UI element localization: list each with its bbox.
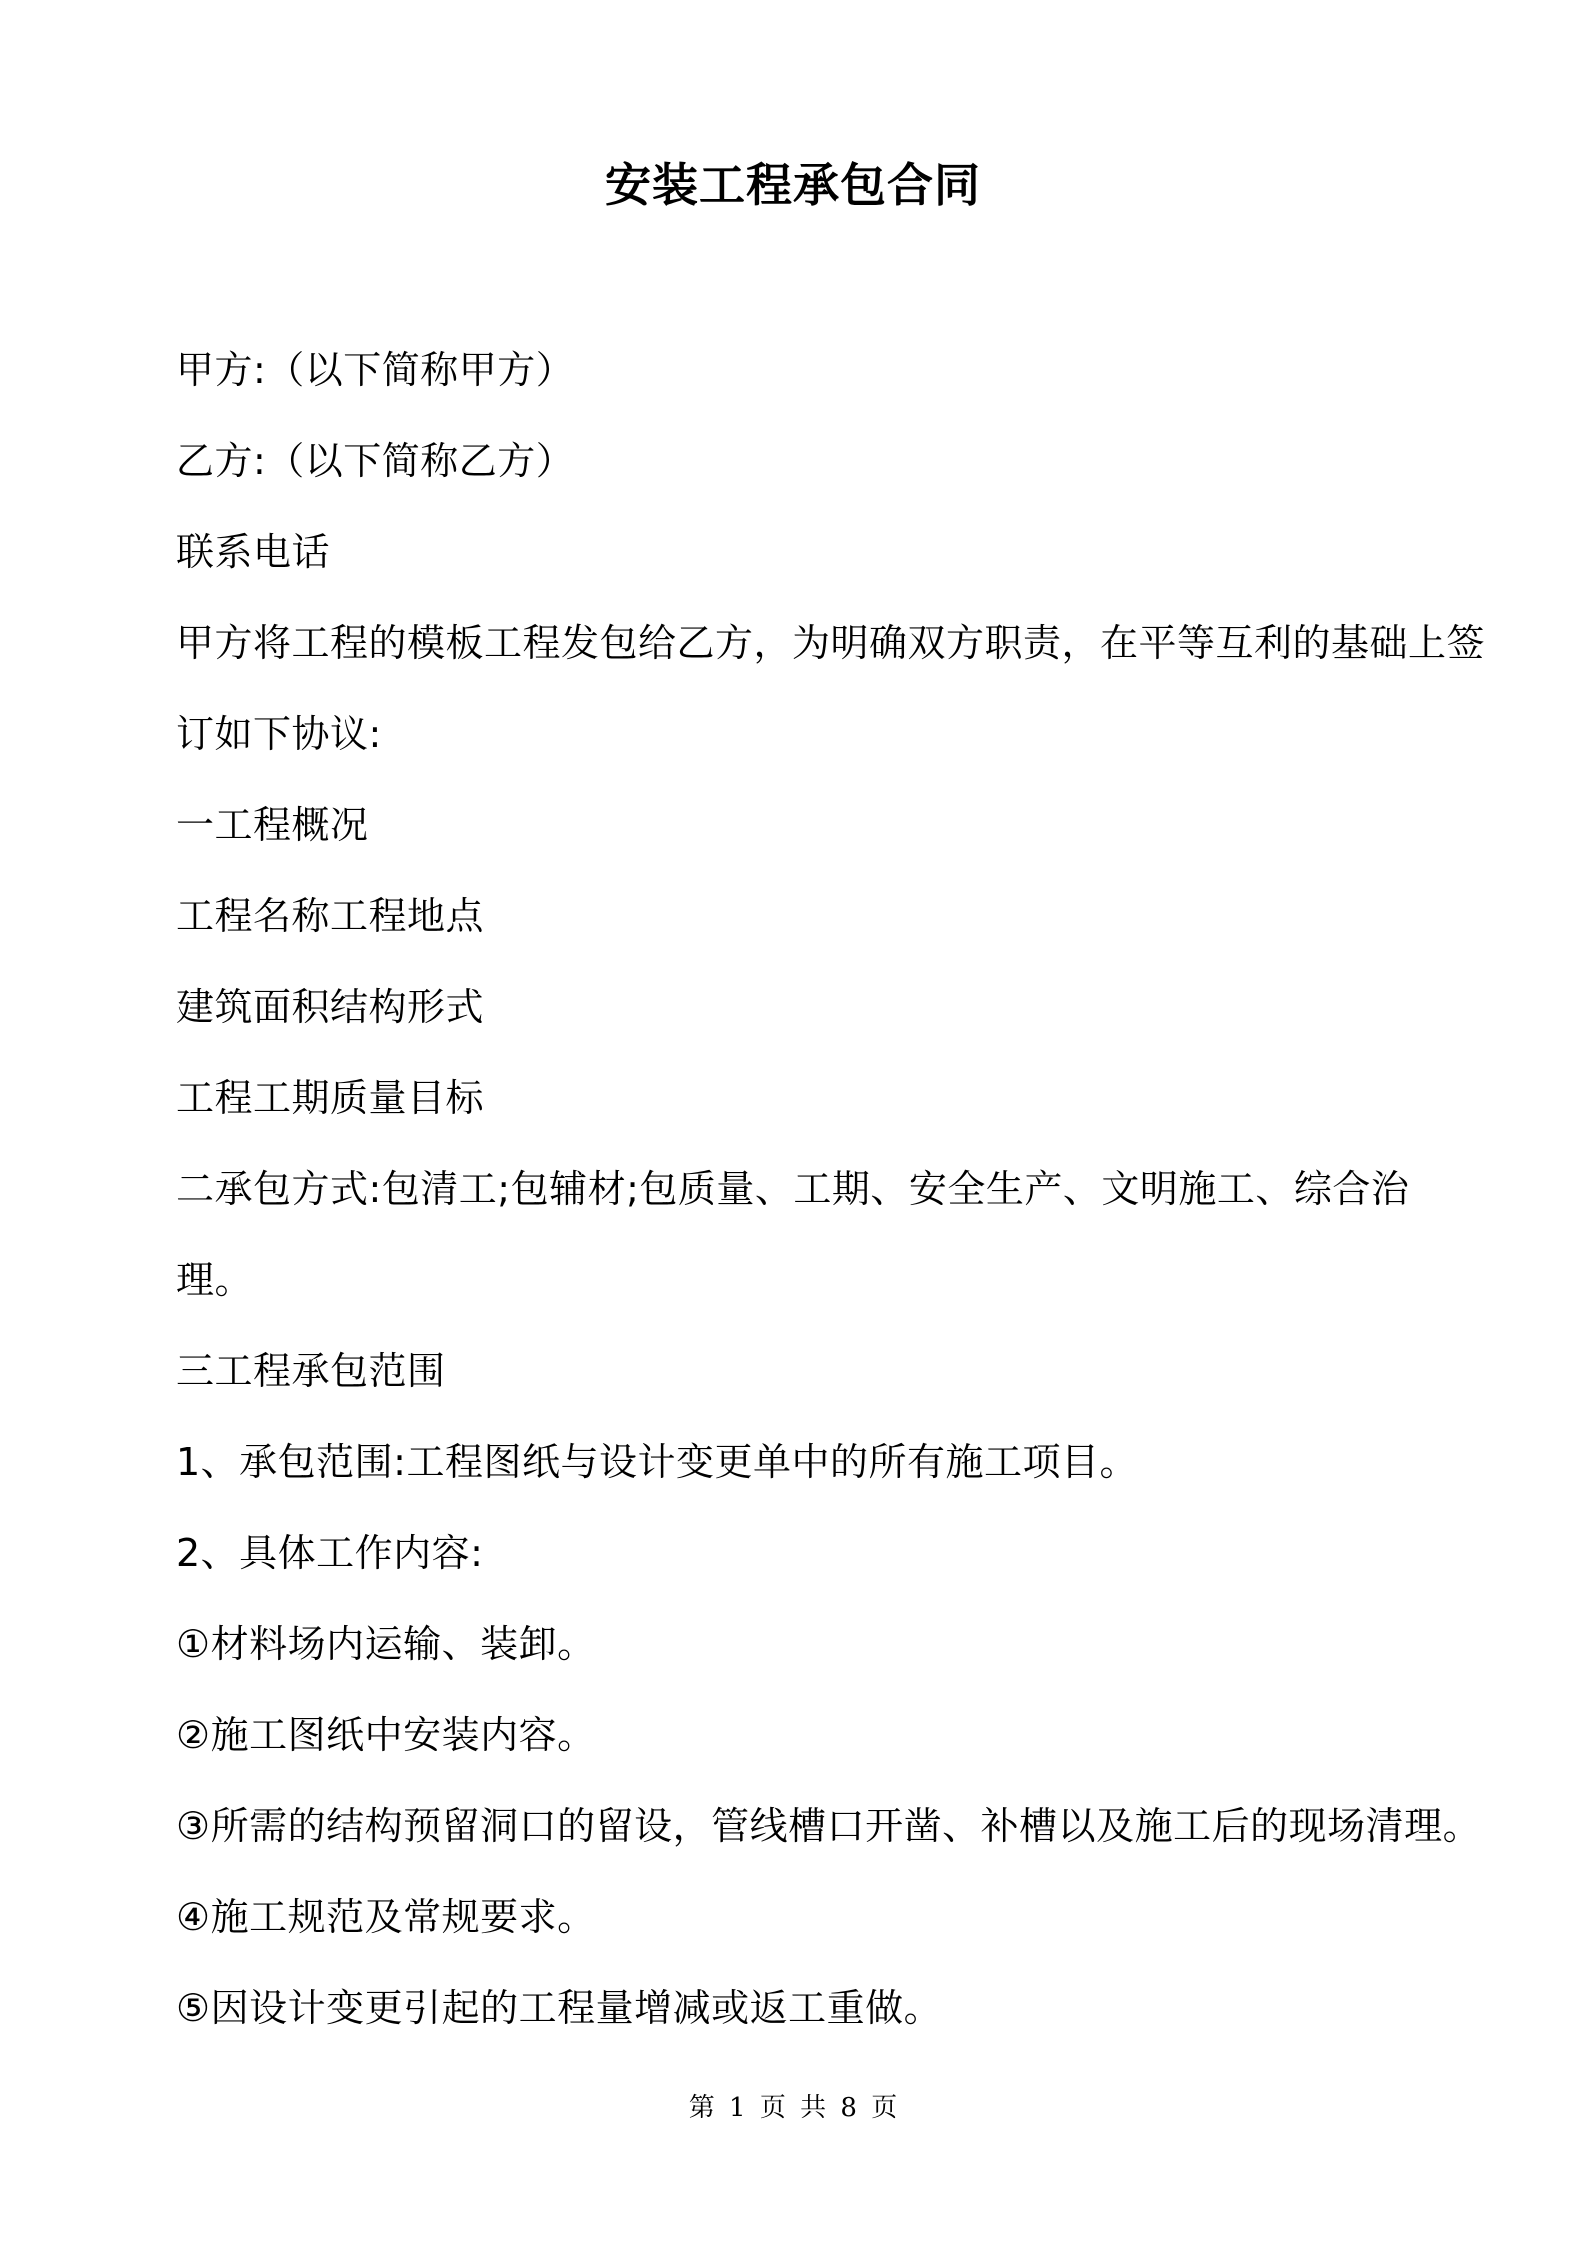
document-body — [176, 340, 1516, 2069]
work-item-4: ④施工规范及常规要求。 — [176, 1895, 596, 1939]
contact-phone-line: 联系电话 — [176, 530, 331, 574]
document-title: 安装工程承包合同 — [605, 158, 981, 212]
page-number-footer: 第 1 页 共 8 页 — [688, 2093, 898, 2123]
work-item-5: ⑤因设计变更引起的工程量增减或返工重做。 — [176, 1986, 943, 2030]
section-heading-overview: 一工程概况 — [176, 803, 369, 847]
scope-item-2: 2、具体工作内容: — [176, 1531, 484, 1575]
preamble-line-2: 订如下协议: — [176, 712, 382, 756]
project-name-location-line: 工程名称工程地点 — [176, 894, 485, 938]
section-heading-scope: 三工程承包范围 — [176, 1349, 446, 1393]
scope-item-1: 1、承包范围:工程图纸与设计变更单中的所有施工项目。 — [176, 1440, 1138, 1484]
work-item-1: ①材料场内运输、装卸。 — [176, 1622, 596, 1666]
schedule-quality-line: 工程工期质量目标 — [176, 1076, 485, 1120]
party-a-line: 甲方:（以下简称甲方） — [176, 348, 575, 392]
building-area-structure-line: 建筑面积结构形式 — [176, 985, 485, 1029]
preamble-line-1: 甲方将工程的模板工程发包给乙方，为明确双方职责，在平等互利的基础上签 — [176, 621, 1486, 665]
party-b-line: 乙方:（以下简称乙方） — [176, 439, 575, 483]
work-item-2: ②施工图纸中安装内容。 — [176, 1713, 596, 1757]
contract-method-line-1: 二承包方式:包清工;包辅材;包质量、工期、安全生产、文明施工、综合治 — [176, 1167, 1410, 1211]
contract-method-line-2: 理。 — [176, 1258, 254, 1302]
work-item-3: ③所需的结构预留洞口的留设，管线槽口开凿、补槽以及施工后的现场清理。 — [176, 1804, 1482, 1848]
